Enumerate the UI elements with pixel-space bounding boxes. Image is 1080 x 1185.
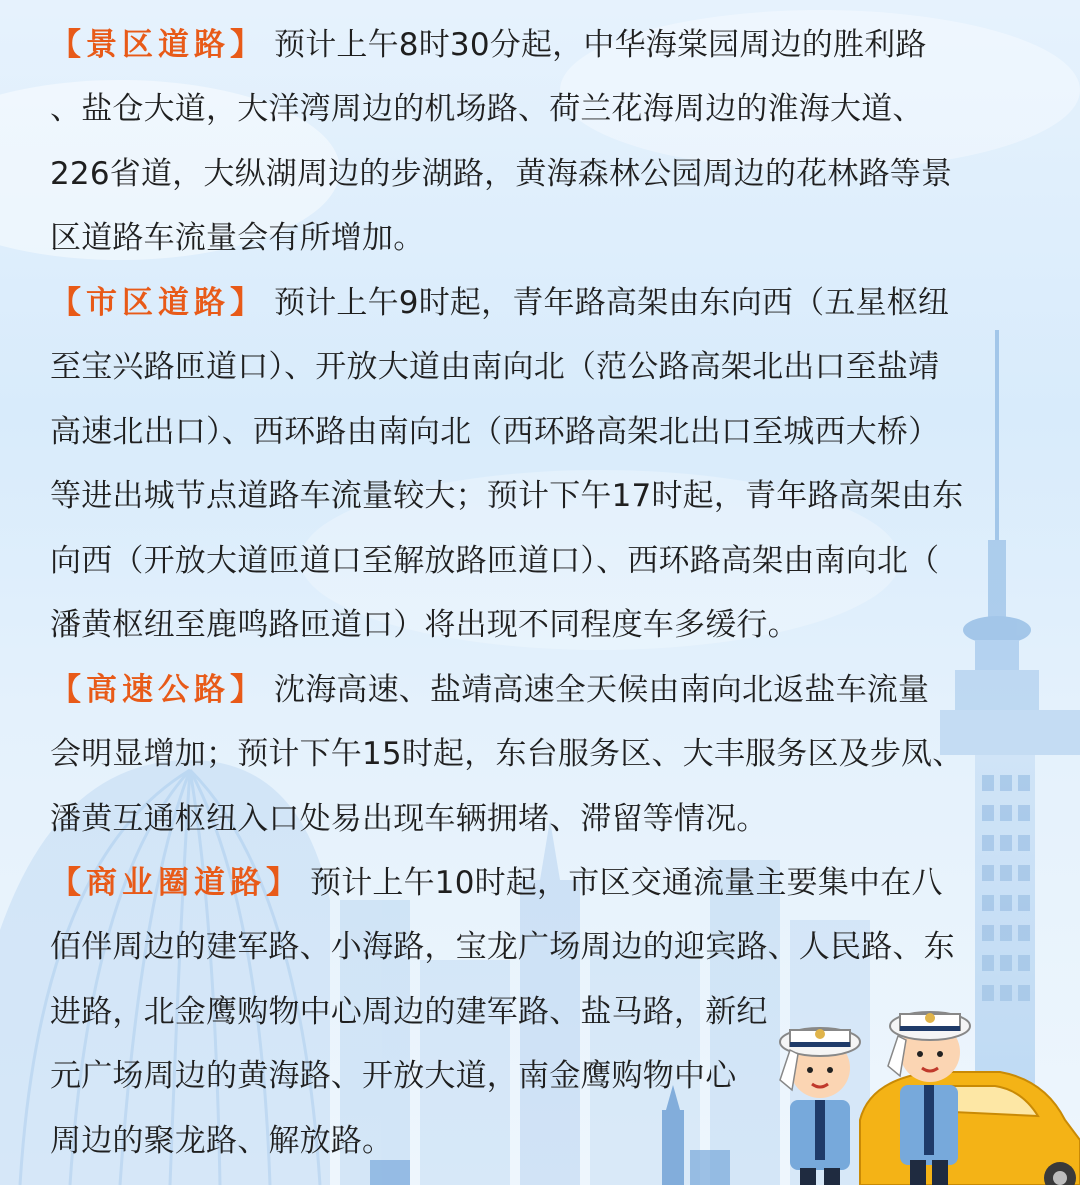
paragraph-text: 沈海高速、盐靖高速全天候由南向北返盐车流量 xyxy=(274,672,930,708)
text-line: 进路，北金鹰购物中心周边的建军路、盐马路，新纪 xyxy=(50,994,768,1030)
text-line xyxy=(50,13,927,77)
text-line: 潘黄互通枢纽入口处易出现车辆拥堵、滞留等情况。 xyxy=(50,801,768,837)
text-line: 佰伴周边的建军路、小海路，宝龙广场周边的迎宾路、人民路、东 xyxy=(50,929,955,965)
text-line: 等进出城节点道路车流量较大；预计下午17时起，青年路高架由东 xyxy=(50,478,964,514)
text-line: 会明显增加；预计下午15时起，东台服务区、大丰服务区及步凤、 xyxy=(50,736,964,772)
text-line: 至宝兴路匝道口）、开放大道由南向北（范公路高架北出口至盐靖 xyxy=(50,349,940,385)
text-line: 潘黄枢纽至鹿鸣路匝道口）将出现不同程度车多缓行。 xyxy=(50,607,799,643)
text-line: 周边的聚龙路、解放路。 xyxy=(50,1123,394,1159)
section-heading: 【市区道路】 xyxy=(50,285,266,321)
text-line xyxy=(50,851,943,915)
section-heading: 【商业圈道路】 xyxy=(50,865,302,901)
text-line: 高速北出口）、西环路由南向北（西环路高架北出口至城西大桥） xyxy=(50,414,940,450)
text-line xyxy=(50,658,929,722)
text-line: 元广场周边的黄海路、开放大道，南金鹰购物中心 xyxy=(50,1058,737,1094)
section-heading: 【景区道路】 xyxy=(50,27,266,63)
text-line: 向西（开放大道匝道口至解放路匝道口）、西环路高架由南向北（ xyxy=(50,543,940,579)
traffic-police-illustration xyxy=(760,990,1080,1185)
text-line: 、盐仓大道，大洋湾周边的机场路、荷兰花海周边的淮海大道、 xyxy=(50,91,924,127)
text-line: 226省道，大纵湖周边的步湖路，黄海森林公园周边的花林路等景 xyxy=(50,156,953,192)
paragraph-text: 预计上午9时起，青年路高架由东向西（五星枢纽 xyxy=(274,285,950,321)
text-line xyxy=(50,271,949,335)
paragraph-text: 预计上午10时起，市区交通流量主要集中在八 xyxy=(310,865,943,901)
paragraph-text: 预计上午8时30分起，中华海棠园周边的胜利路 xyxy=(274,27,927,63)
section-heading: 【高速公路】 xyxy=(50,672,266,708)
text-line: 区道路车流量会有所增加。 xyxy=(50,220,425,256)
yellow-car-illustration xyxy=(860,1072,1080,1185)
